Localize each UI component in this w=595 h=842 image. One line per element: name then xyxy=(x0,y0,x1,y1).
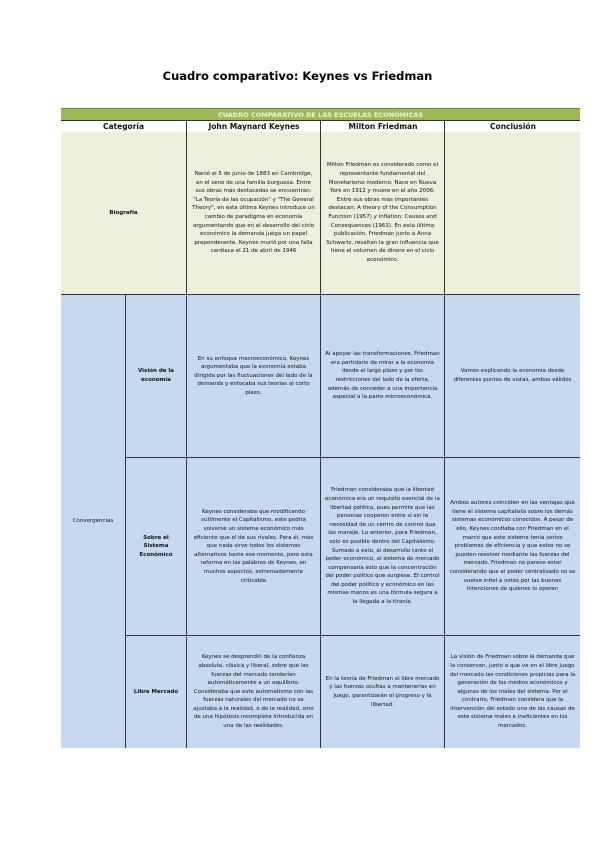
vision-keynes-cell: En su enfoque macroeconómico, Keynes argumentaba que la economía estaba dirigida por las fluctuaciones del lado de la demanda y enfocaba sus teorías al corto plazo. xyxy=(186,295,320,457)
row-label-sistema: Sobre el Sistema Económico xyxy=(125,458,186,635)
comparison-table xyxy=(61,108,580,748)
libre-mercado-friedman-cell: En la teoría de Friedman el libre mercado y las fuerzas ocultas a mantenerlas en juego, garantizarán el progreso y la libertad. xyxy=(320,636,444,748)
document-title: Cuadro comparativo: Keynes vs Friedman xyxy=(162,69,433,83)
header-keynes: John Maynard Keynes xyxy=(186,120,321,133)
biografia-friedman-cell: Milton Friedman es considerado como el representante fundamental del Monetarismo moderno. Nace en Nueva York en 1912 y muere en el año 2006. Entre sus obras más importantes destacan: A theory of the Consumption Function (1957) y Inflation: Causes and Consequences (1963). En esta última publicación, Friedman junto a Anna Schwartz, resaltan la gran influencia que tiene el volumen de dinero en el ciclo económico. xyxy=(320,132,444,294)
row-label-biografia: Biografía xyxy=(61,132,186,294)
sistema-friedman-cell: Friedman consideraba que la libertad económica era un requisito esencial de la libertad política, pues permite que las personas cooperen entre sí sin la necesidad de un centro de control que las maneje. Lo anterior, para Friedman, solo es posible dentro del Capitalismo. Sumado a esto, el desarrollo tanto el poder económico, el sistema de mercado compensaría esto que la concentración del poder político que surgiese. El control del poder político y económico en las mismas manos es una fórmula segura a la llegada a la tiranía. xyxy=(320,458,444,635)
row-label-libre-mercado: Libre Mercado xyxy=(125,636,186,748)
libre-mercado-keynes-cell: Keynes se desprendió de la confianza absoluta, clásica y liberal, sobre que las fuerzas del mercado tenderían automáticamente a un equilibrio. Consideraba que este automatismo con las fuerzas naturales del mercado no se ajustaba a la realidad, o de la realidad, sino de una hipótesis incompleta introducida en una de las realidades. xyxy=(186,636,320,748)
sistema-conclusion-cell: Ambos autores coinciden en las ventajas que tiene el sistema capitalista sobre los demás sistemas económicos conocidos. A pesar de ello, Keynes confiaba con Friedman en el marco que este sistema tenía serios problemas de eficiencia y que estos no se pueden resolver mediante las fuerzas del mercado. Friedman no parece estar considerando que el poder centralizado no se vuelve infiel a votos por las buenas intenciones de quienes lo operen xyxy=(444,458,580,635)
table-banner: CUADRO COMPARATIVO DE LAS ESCUELAS ECONÓMICAS xyxy=(61,108,580,121)
vision-friedman-cell: Al apoyar las transformaciones, Friedman era partidario de mirar a la economía desde el largo plazo y por los restricciones del lado de la oferta, además de conceder a una importancia especial a la parte microeconómica. xyxy=(320,295,444,457)
vision-conclusion-cell: Vamos explicando la economía desde diferentes puntos de vistas, ambos válidos xyxy=(444,295,580,457)
group-label-convergencias: Convergencias xyxy=(61,295,125,748)
row-label-vision: Visión de la economía xyxy=(125,295,186,457)
biografia-keynes-cell: Nació el 5 de junio de 1883 en Cambridge, en el seno de una familia burguesa. Entre sus obras más destacadas se encuentran: "La Teoría de las ocupación" y "The General Theory", en esta última Keynes introduce un cambio de paradigma en economía argumentando que en el desarrollo del ciclo económico la demanda juega un papel preponderante. Keynes murió por una falla cardiaca el 21 de abril de 1946 xyxy=(186,132,320,294)
header-friedman: Milton Friedman xyxy=(320,120,445,133)
biografia-conclusion-cell xyxy=(444,132,580,294)
libre-mercado-conclusion-cell: La visión de Friedman sobre la demanda que la conservan, junto a que ve en el libre juego del mercado las condiciones propicias para la generación de los medios económicos y algunos de los males del sistema. Por el contrario, Friedman considera que la intervención del estado una de las causas de este sistema males e ineficientes en los mercados. xyxy=(444,636,580,748)
header-conclusion: Conclusión xyxy=(444,120,580,133)
sistema-keynes-cell: Keynes consideraba que modificando sutilmente el Capitalismo, este podría volverse un sistema económico más eficiente que el de sus rivales. Para él, más que nada sirve todos los sistemas alternativos hasta ese momento, pero esta reforma en las palabras de Keynes, en muchos aspectos, extremadamente criticable xyxy=(186,458,320,635)
header-categoria: Categoría xyxy=(61,120,186,133)
